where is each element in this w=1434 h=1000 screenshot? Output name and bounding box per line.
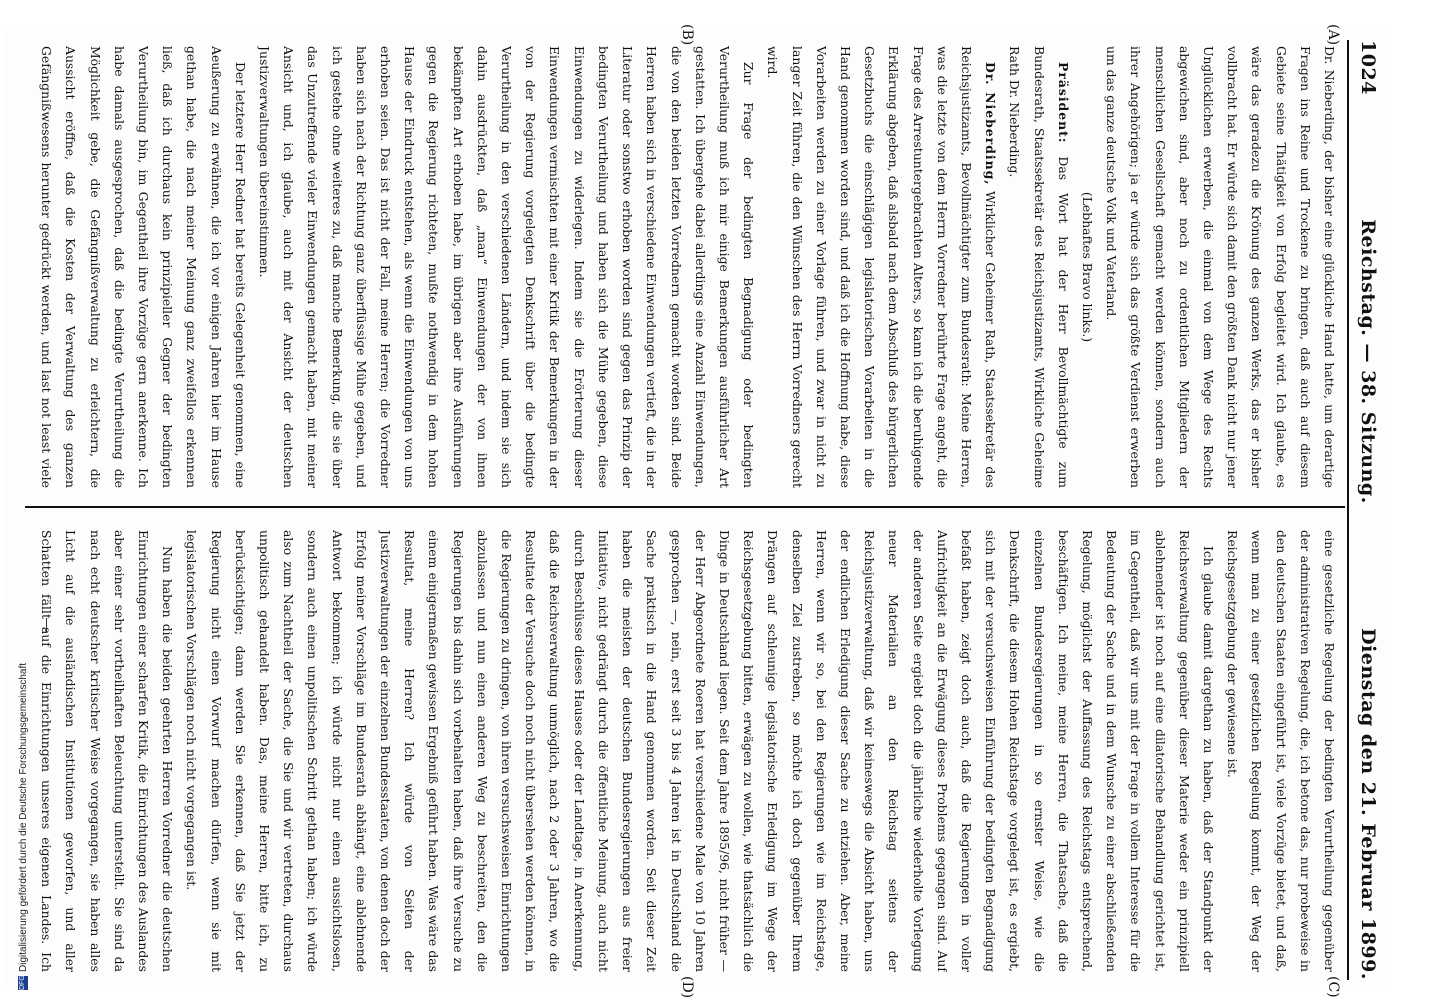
margin-tick xyxy=(46,618,47,632)
header-rule xyxy=(1347,40,1349,980)
margin-letter-a: (A) xyxy=(1325,24,1341,46)
right-column xyxy=(31,530,1341,972)
paragraph: Ich glaube damit dargethan zu haben, daß der Standpunkt der Reichsverwaltung gegenüber dieser Materie weder ein prinzipiell ablehnender ist noch auf eine dilatorische Behandlung gerichtet ist, im Gegentheil, daß wir uns mit der Frage in vollem Interesse für die Bedeutung der Sache und in dem Wunsche zu einer abschließenden Regelung, möglichst der Auffassung des Reichstags entsprechend, beschäftigen. Ich meine, meine Herren, die Thatsache, daß die einzelnen Bundesregierungen in so ernster Weise, wie die Denkschrift, die diesem Hohen Reichstage vorgelegt ist, es ergiebt, sich mit der versuchsweisen Einführung der bedingten Begnadigung befaßt haben, zeigt doch auch, daß die Regierungen in voller Aufrichtigkeit an die Erwägung dieses Problems gegangen sind. Auf der anderen Seite ergiebt doch die jährliche wiederholte Vorlegung neuer Materialien an den Reichstag seitens der Reichsjustizverwaltung, daß wir keineswegs die Absicht haben, uns der endlichen Erledigung dieser Sache zu entziehen. Aber, meine Herren, wenn wir so, bei den Regierungen wie im Reichstage, denselben Ziel zustreben, so möchte ich doch gegenüber Ihrem Drängen auf schleunige legislatorische Erledigung im Wege der Reichsgesetzgebung bitten, erwägen zu wollen, wie thatsächlich die Dinge in Deutschland liegen. Seit dem Jahre 1895/96, nicht früher — der Herr Abgeordnete Roeren hat verschiedene Male von 10 Jahren gesprochen —, nein, erst seit 3 bis 4 Jahren ist in Deutschland die Sache praktisch in die Hand genommen worden. Seit dieser Zeit haben die meisten der deutschen Bundesregierungen aus freier Initiative, nicht gedrängt durch die öffentliche Meinung, auch nicht durch Beschlüsse dieses Hauses oder der Landtage, in Anerkennung, daß die Reichsverwaltung unmöglich, nach 2 oder 3 Jahren, wo die Resultate der Versuche doch noch nicht übersehen werden können, in die Regierungen zu dringen, von ihren versuchsweisen Einrichtungen abzulassen und nun einen anderen Weg zu beschreiten, den die Regierungen bis dahin sich vorbehalten haben, daß ihre Versuche zu einem einigermaßen gewissen Ergebniß geführt haben. Was wäre das Resultat, meine Herren? Ich würde von Seiten der Justizverwaltungen der einzelnen Bundesstaaten, von denen doch der Erfolg meiner Vorschläge im Bundesrath abhängt, eine ablehnende Antwort bekommen; ich würde nicht nur einen aussichtslosen, sondern auch einen unpolitischen Schritt gethan haben; ich würde also zum Nachtheil der Sache, die Sie und wir vertreten, durchaus unpolitisch gehandelt haben. Das, meine Herren, bitte ich, zu berücksichtigen; dann werden Sie erkennen, daß Sie jetzt der Regierung nicht einen Vorwurf machen dürfen, wenn sie mit legislatorischen Vorschlägen noch nicht vorgegangen ist. xyxy=(184,530,1216,972)
paragraph: Der letztere Herr Redner hat bereits Gelegenheit genommen, eine Aeußerung zu erwähnen, die ich vor einigen Jahren hier im Hause gethan habe, die nach meiner Meinung ganz zweifellos erkennen ließ, daß ich durchaus kein prinzipieller Gegner der bedingten Verurtheilung bin, im Gegentheil ihre Vorzüge gern anerkenne. Ich habe damals ausgesprochen, daß die bedingte Verurtheilung die Möglichkeit gebe, die Gefängnißverwaltung zu erleichtern, die Aussicht eröffne, daß die Kosten der Verwaltung des ganzen Gefängnißwesens herunter gedrückt werden, und last not least viele xyxy=(39,46,248,488)
president-label: Präsident: xyxy=(1055,62,1071,144)
funding-text: Digitalisierung gefördert durch die Deutsche Forschungsgemeinschaft xyxy=(18,662,29,972)
paragraph: eine gesetzliche Regelung der bedingten Verurtheilung gegenüber der administrativen Regelung, die, ich betone das, nur probeweise in den deutschen Staaten eingeführt ist, viele Vorzüge bietet, und daß, wenn man zu einer gesetzlichen Regelung kommt, der Weg der Reichsgesetzgebung der gewiesene ist. xyxy=(1225,530,1337,972)
funding-note xyxy=(18,510,32,990)
paragraph xyxy=(1002,46,1075,488)
page-header xyxy=(1355,40,1381,980)
paragraph: Zur Frage der bedingten Begnadigung oder bedingten Verurtheilung muß ich mir einige Bemerkungen ausführlicher Art gestatten. Ich übergehe dabei allerdings eine Anzahl Einwendungen, die von den beiden letzten Vorrednern gemacht worden sind. Beide Herren haben sich in verschiedene Einwendungen vertieft, die in der Literatur oder sonstwo erhoben worden sind gegen das Prinzip der bedingten Verurtheilung und haben sich die Mühe gegeben, diese Einwendungen zu widerlegen. Indem sie die Erörterung dieser Einwendungen vermischten mit einer Kritik der Bemerkungen in der von der Regierung vorgelegten Denkschrift über die bedingte Verurtheilung in den verschiedenen Ländern, und indem sie sich dahin ausdrückten, daß „man“ Einwendungen der von ihnen bekämpften Art erhoben habe, im übrigen aber ihre Ausführungen gegen die Regierung richteten, mußte nothwendig in dem hohen Hause der Eindruck entstehen, als wenn die Einwendungen von uns erhoben seien. Das ist nicht der Fall, meine Herren; die Vorredner haben sich nach der Richtung ganz überflüssige Mühe gegeben, und ich gestehe ohne weiteres zu, daß manche Bemerkung, die sie über das Unzutreffende vieler Einwendungen gemacht haben, mit meiner Ansicht und, ich glaube, auch mit der Ansicht der deutschen Justizverwaltungen übereinstimmen. xyxy=(257,46,757,488)
header-date: Dienstag den 21. Februar 1899. xyxy=(1357,628,1379,980)
left-column xyxy=(31,46,1341,488)
paragraph-text: Das Wort hat der Herr Bevollmächtigte zum Bundesrath, Staatssekretär des Reichsjustizamts, Wirkliche Geheime Rath Dr. Nieberding. xyxy=(1007,46,1071,488)
header-title: Reichstag. — 38. Sitzung. xyxy=(1357,219,1379,504)
dfg-logo: DFG xyxy=(19,975,27,990)
speaker-label: Dr. Nieberding, xyxy=(983,62,999,186)
margin-letter-c: (C) xyxy=(1325,976,1341,998)
margin-letter-b: (B) xyxy=(679,24,695,46)
paragraph xyxy=(760,46,1002,488)
column-rule xyxy=(25,506,1345,508)
page-number: 1024 xyxy=(1357,40,1379,95)
paragraph: Dr. Nieberding, der bisher eine glückliche Hand hatte, um derartige Fragen ins Reine und Trockene zu bringen, daß auch auf diesem Gebiete seine Thätigkeit von Erfolg begleitet wird. Ich glaube, es wäre das geradezu die Krönung des ganzen Werks, das er bisher vollbracht hat. Er würde sich damit den größten Dank nicht nur jener Unglücklichen erwerben, die einmal von dem Wege des Rechts abgewichen sind, aber noch zu ordentlichen Mitgliedern der menschlichen Gesellschaft gemacht werden können, sondern auch ihrer Angehörigen; ja er würde sich das größte Verdienst erwerben um das ganze deutsche Volk und Vaterland. xyxy=(1104,46,1337,488)
margin-letter-d: (D) xyxy=(679,976,695,999)
paragraph: Nun haben die beiden geehrten Herren Vorredner die deutschen Einrichtungen einer scharfen Kritik, die Einrichtungen des Auslandes aber einer sehr vortheilhaften Beleuchtung unterstellt. Sie sind da nach echt deutscher kritischer Weise vorgegangen, sie haben alles Licht auf die ausländischen Institutionen geworfen, und aller Schatten fällt auf die Einrichtungen unseres eigenen Landes. Ich xyxy=(39,530,176,972)
applause-note: (Lebhaftes Bravo links.) xyxy=(1079,191,1095,343)
newspaper-page xyxy=(5,24,1385,999)
paragraph-text: Wirklicher Geheimer Rath, Staatssekretär des Reichsjustizamts, Bevollmächtigter zum Bundesrath: Meine Herren, was die letzte von dem Herrn Vorredner berührte Frage angeht, die Frage des Arrestuntergebrachten Alters, so kann ich die beruhigende Erklärung abgeben, daß alsbald nach dem Abschluß des bürgerlichen Gesetzbuchs die einschlägigen legislatorischen Vorarbeiten in die Hand genommen worden sind, und daß ich die Hoffnung habe, diese Vorarbeiten werden zu einer Vorlage führen, und zwar in nicht zu langer Zeit führen, die den Wünschen des Herrn Vorredners gerecht wird. xyxy=(765,46,999,488)
